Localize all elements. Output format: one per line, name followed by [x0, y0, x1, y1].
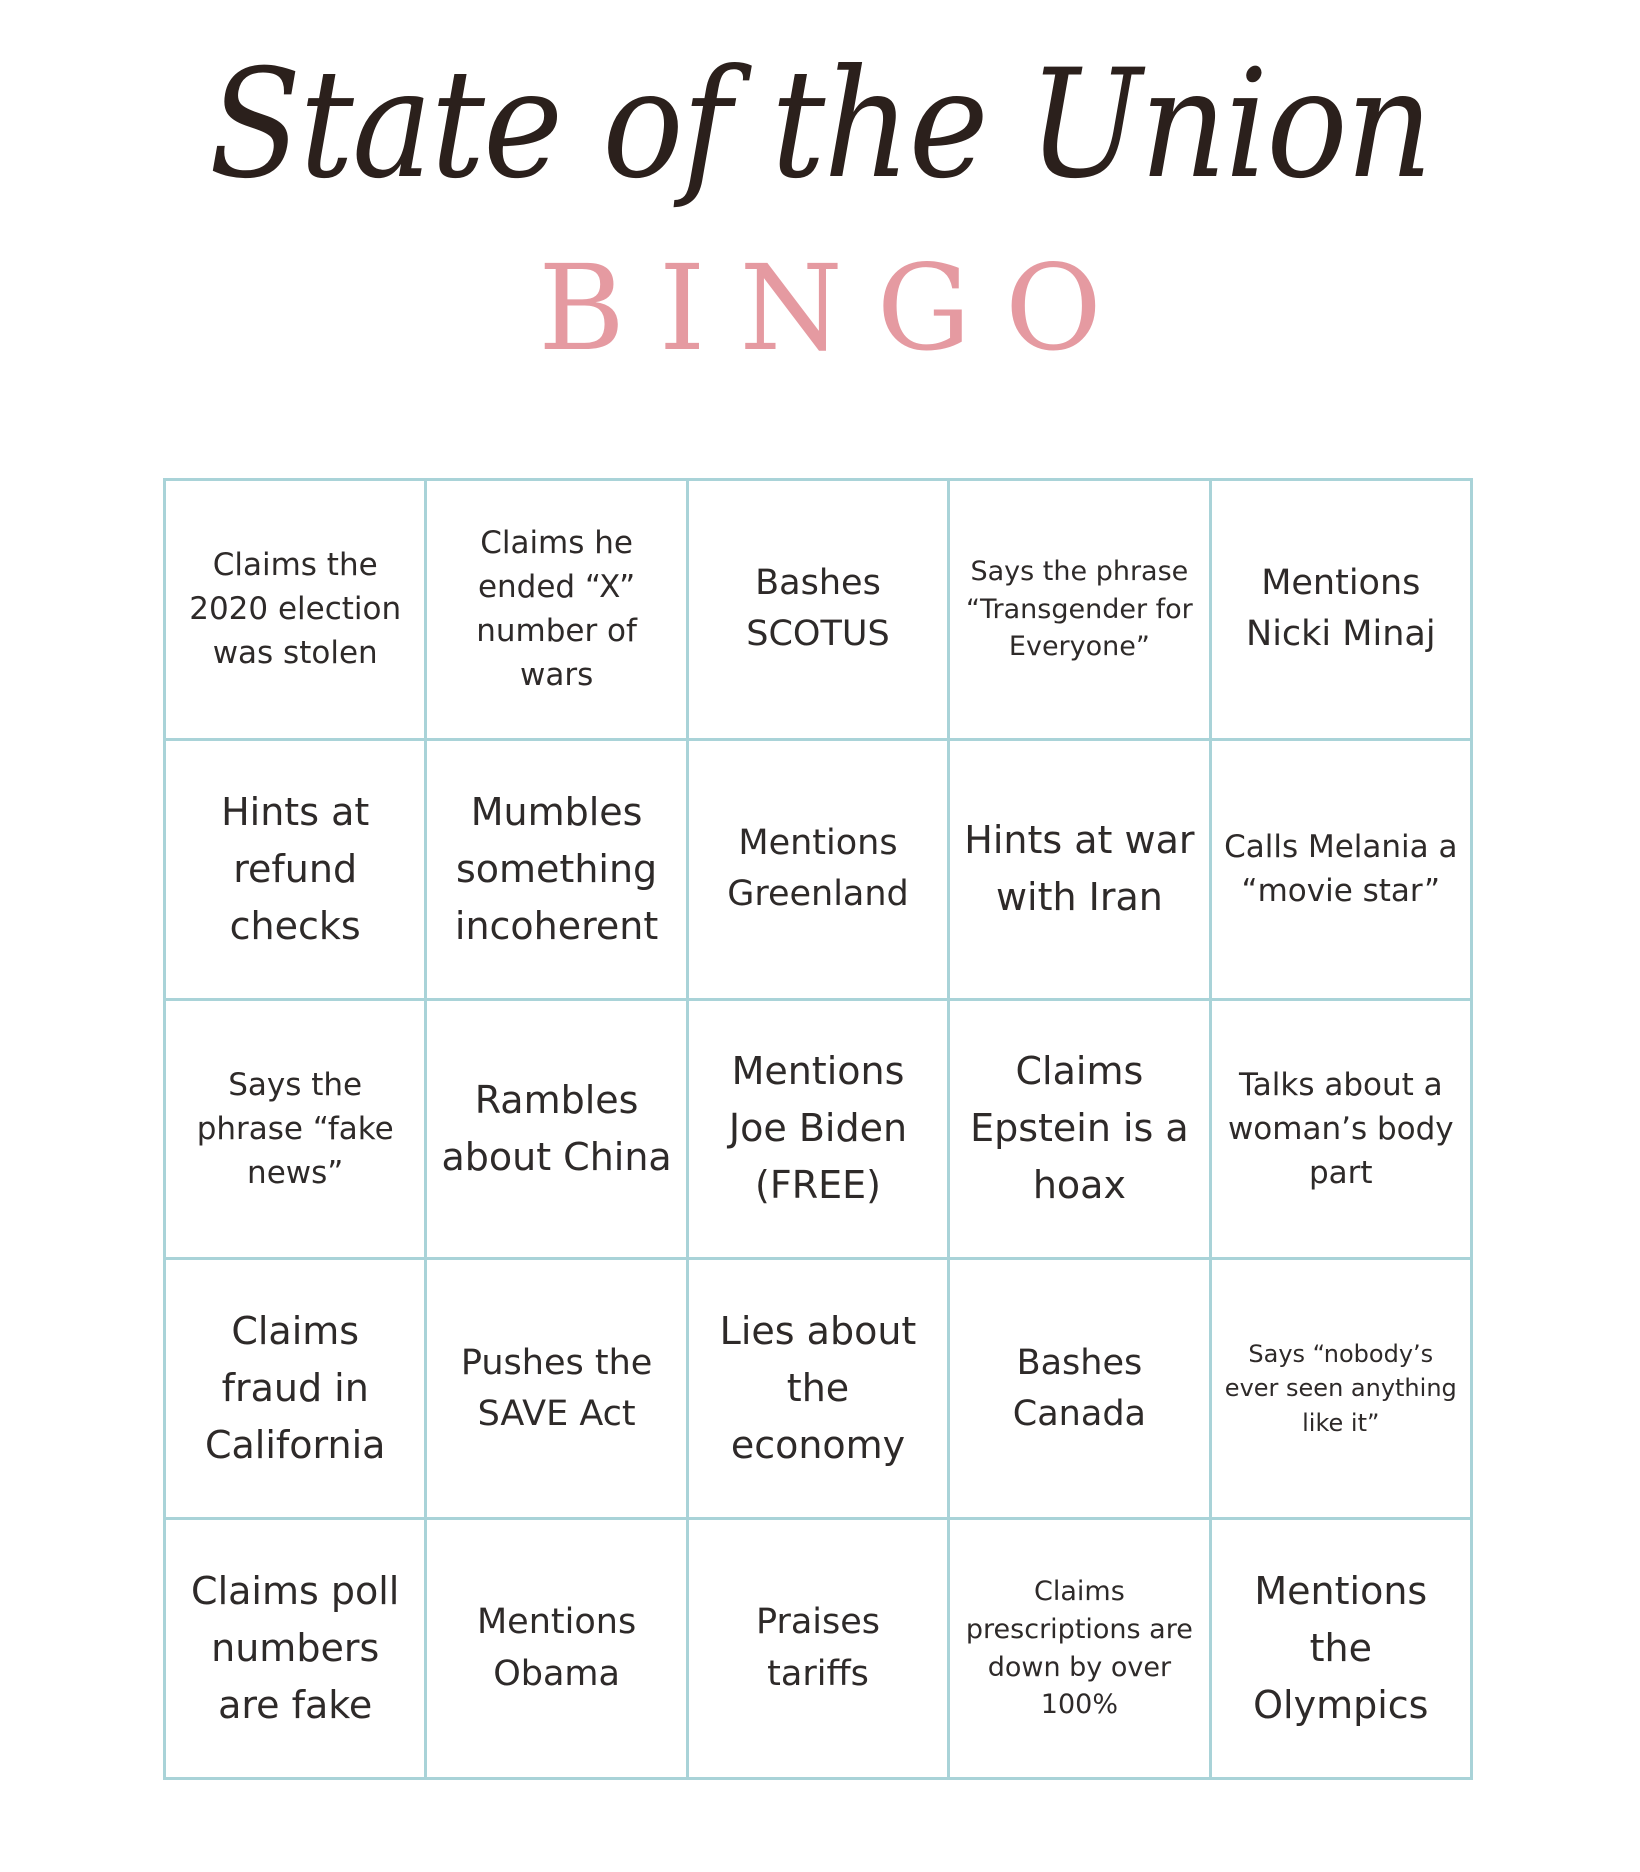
bingo-cell-label: Mentions Obama	[476, 1602, 637, 1694]
bingo-cell-label: Mentions the Olympics	[1253, 1569, 1429, 1728]
bingo-cell-label: Says “nobody’s ever seen anything like it”	[1224, 1339, 1457, 1438]
bingo-cell[interactable]	[427, 1001, 688, 1261]
bingo-cell-label: Claims prescriptions are down by over 100%	[965, 1575, 1193, 1721]
bingo-cell[interactable]	[427, 1260, 688, 1520]
bingo-cell[interactable]	[166, 481, 427, 741]
bingo-cell-label: Says the phrase “fake news”	[196, 1066, 394, 1191]
bingo-cell[interactable]	[950, 1001, 1211, 1261]
bingo-cell[interactable]	[1212, 741, 1473, 1001]
bingo-cell-label: Bashes SCOTUS	[746, 563, 890, 655]
bingo-subtitle: BINGO	[538, 239, 1136, 377]
bingo-cell[interactable]	[166, 1001, 427, 1261]
bingo-cell[interactable]	[950, 741, 1211, 1001]
bingo-cell[interactable]	[1212, 1001, 1473, 1261]
bingo-cell-label: Bashes Canada	[1012, 1342, 1146, 1434]
bingo-cell-label: Talks about a woman’s body part	[1227, 1066, 1454, 1191]
bingo-cell-label: Lies about the economy	[719, 1309, 917, 1468]
bingo-cell-label: Claims Epstein is a hoax	[970, 1049, 1189, 1208]
bingo-cell[interactable]	[689, 741, 950, 1001]
bingo-cell-label: Rambles about China	[441, 1077, 672, 1179]
bingo-cell[interactable]	[1212, 1260, 1473, 1520]
bingo-cell[interactable]	[1212, 481, 1473, 741]
bingo-cell-label: Calls Melania a “movie star”	[1224, 829, 1458, 910]
bingo-cell[interactable]	[689, 1260, 950, 1520]
bingo-cell[interactable]	[950, 1520, 1211, 1780]
bingo-cell[interactable]	[166, 741, 427, 1001]
bingo-cell-label: Claims he ended “X” number of wars	[476, 525, 637, 694]
bingo-cell-label: Mumbles something incoherent	[454, 789, 659, 948]
bingo-cell[interactable]	[950, 481, 1211, 741]
bingo-cell-label: Hints at refund checks	[221, 789, 370, 948]
bingo-cell-label: Says the phrase “Transgender for Everyone”	[966, 555, 1193, 663]
bingo-cell[interactable]	[427, 741, 688, 1001]
bingo-cell-label: Pushes the SAVE Act	[460, 1342, 653, 1434]
bingo-cell[interactable]	[427, 481, 688, 741]
bingo-cell[interactable]	[689, 1520, 950, 1780]
bingo-cell-label: Praises tariffs	[755, 1602, 881, 1694]
bingo-cell-label: Claims poll numbers are fake	[191, 1569, 400, 1728]
bingo-cell[interactable]	[166, 1520, 427, 1780]
bingo-cell-label: Hints at war with Iran	[964, 818, 1195, 920]
bingo-cell-label: Claims the 2020 election was stolen	[189, 547, 402, 672]
bingo-cell[interactable]	[166, 1260, 427, 1520]
bingo-cell[interactable]	[950, 1260, 1211, 1520]
bingo-grid	[163, 478, 1473, 1780]
bingo-cell-label: Mentions Greenland	[727, 823, 909, 915]
bingo-cell[interactable]	[689, 1001, 950, 1261]
page-title: State of the Union	[208, 38, 1432, 212]
bingo-cell-label: Mentions Joe Biden (FREE)	[728, 1049, 908, 1208]
bingo-cell-label: Claims fraud in California	[204, 1309, 386, 1468]
bingo-cell[interactable]	[1212, 1520, 1473, 1780]
bingo-cell-label: Mentions Nicki Minaj	[1246, 563, 1436, 655]
bingo-cell[interactable]	[689, 481, 950, 741]
bingo-cell[interactable]	[427, 1520, 688, 1780]
